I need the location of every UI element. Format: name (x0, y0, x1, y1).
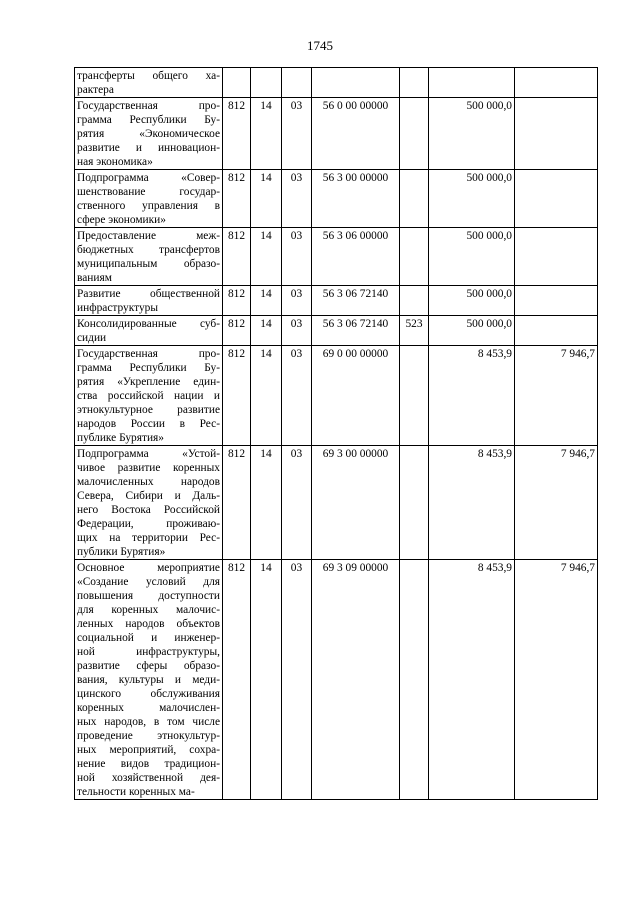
row-section: 14 (251, 286, 282, 316)
row-amount-2 (515, 68, 598, 98)
table-row (75, 446, 598, 560)
row-subsection: 03 (282, 346, 312, 446)
table-row (75, 346, 598, 446)
row-amount-1: 8 453,9 (429, 346, 515, 446)
row-expense-type (400, 228, 429, 286)
row-subsection (282, 68, 312, 98)
row-target-article: 56 3 00 00000 (312, 170, 400, 228)
table-row (75, 170, 598, 228)
row-amount-2: 7 946,7 (515, 560, 598, 800)
row-amount-1: 500 000,0 (429, 316, 515, 346)
table-row (75, 316, 598, 346)
row-expense-type (400, 98, 429, 170)
row-name: Основное мероприятие «Создание условий для повышения доступности для коренных малочис- ленных народов объектов социальной и инженер- ной инфраструктуры, развитие сферы образо- вания, культуры и меди- цинского обслуживания коренных малочислен- ных народов, в том числе проведение этнокультур- ных мероприятий, сохра- нение видов традицион- ной хозяйственной дея- тельности коренных ма- (75, 560, 223, 800)
row-expense-type (400, 346, 429, 446)
row-name: Подпрограмма «Совер- шенствование государ- ственного управления в сфере экономики» (75, 170, 223, 228)
page-number: 1745 (307, 38, 333, 53)
row-amount-1: 8 453,9 (429, 446, 515, 560)
row-section (251, 68, 282, 98)
row-amount-2 (515, 286, 598, 316)
row-amount-1: 500 000,0 (429, 228, 515, 286)
row-target-article: 69 0 00 00000 (312, 346, 400, 446)
row-subsection: 03 (282, 170, 312, 228)
row-section: 14 (251, 346, 282, 446)
row-section: 14 (251, 560, 282, 800)
row-ved-code: 812 (223, 286, 251, 316)
row-amount-2 (515, 98, 598, 170)
row-ved-code: 812 (223, 316, 251, 346)
row-name: Подпрограмма «Устой- чивое развитие коренных малочисленных народов Севера, Сибири и Даль- него Востока Российской Федерации, проживаю- щих на территории Рес- публики Бурятия» (75, 446, 223, 560)
table-row (75, 68, 598, 98)
row-amount-1: 500 000,0 (429, 98, 515, 170)
row-section: 14 (251, 446, 282, 560)
row-name: Государственная про- грамма Республики Бу- рятия «Экономическое развитие и инновацион- ная экономика» (75, 98, 223, 170)
row-name: трансферты общего ха- рактера (75, 68, 223, 98)
row-name: Консолидированные суб- сидии (75, 316, 223, 346)
row-section: 14 (251, 316, 282, 346)
row-target-article: 56 3 06 00000 (312, 228, 400, 286)
table-row (75, 228, 598, 286)
row-subsection: 03 (282, 228, 312, 286)
row-name: Государственная про- грамма Республики Бу- рятия «Укрепление един- ства российской нации и этнокультурное развитие народов России в Рес- публике Бурятия» (75, 346, 223, 446)
row-target-article (312, 68, 400, 98)
row-ved-code (223, 68, 251, 98)
row-target-article: 56 3 06 72140 (312, 286, 400, 316)
row-ved-code: 812 (223, 170, 251, 228)
row-amount-2: 7 946,7 (515, 446, 598, 560)
row-amount-1 (429, 68, 515, 98)
row-ved-code: 812 (223, 346, 251, 446)
row-subsection: 03 (282, 286, 312, 316)
row-subsection: 03 (282, 446, 312, 560)
row-expense-type (400, 286, 429, 316)
row-ved-code: 812 (223, 98, 251, 170)
row-subsection: 03 (282, 560, 312, 800)
row-expense-type: 523 (400, 316, 429, 346)
row-target-article: 69 3 09 00000 (312, 560, 400, 800)
row-name: Развитие общественной инфраструктуры (75, 286, 223, 316)
table-row (75, 286, 598, 316)
row-amount-2: 7 946,7 (515, 346, 598, 446)
row-expense-type (400, 560, 429, 800)
row-ved-code: 812 (223, 560, 251, 800)
row-amount-1: 500 000,0 (429, 170, 515, 228)
row-expense-type (400, 446, 429, 560)
row-amount-1: 8 453,9 (429, 560, 515, 800)
row-subsection: 03 (282, 316, 312, 346)
row-section: 14 (251, 228, 282, 286)
row-target-article: 69 3 00 00000 (312, 446, 400, 560)
row-section: 14 (251, 170, 282, 228)
row-expense-type (400, 68, 429, 98)
table-row (75, 98, 598, 170)
row-amount-2 (515, 170, 598, 228)
row-subsection: 03 (282, 98, 312, 170)
row-ved-code: 812 (223, 446, 251, 560)
row-amount-2 (515, 228, 598, 286)
row-section: 14 (251, 98, 282, 170)
row-name: Предоставление меж- бюджетных трансфертов муниципальным образо- ваниям (75, 228, 223, 286)
row-ved-code: 812 (223, 228, 251, 286)
row-amount-2 (515, 316, 598, 346)
table-row (75, 560, 598, 800)
row-expense-type (400, 170, 429, 228)
budget-table (74, 67, 598, 800)
row-amount-1: 500 000,0 (429, 286, 515, 316)
row-target-article: 56 3 06 72140 (312, 316, 400, 346)
row-target-article: 56 0 00 00000 (312, 98, 400, 170)
